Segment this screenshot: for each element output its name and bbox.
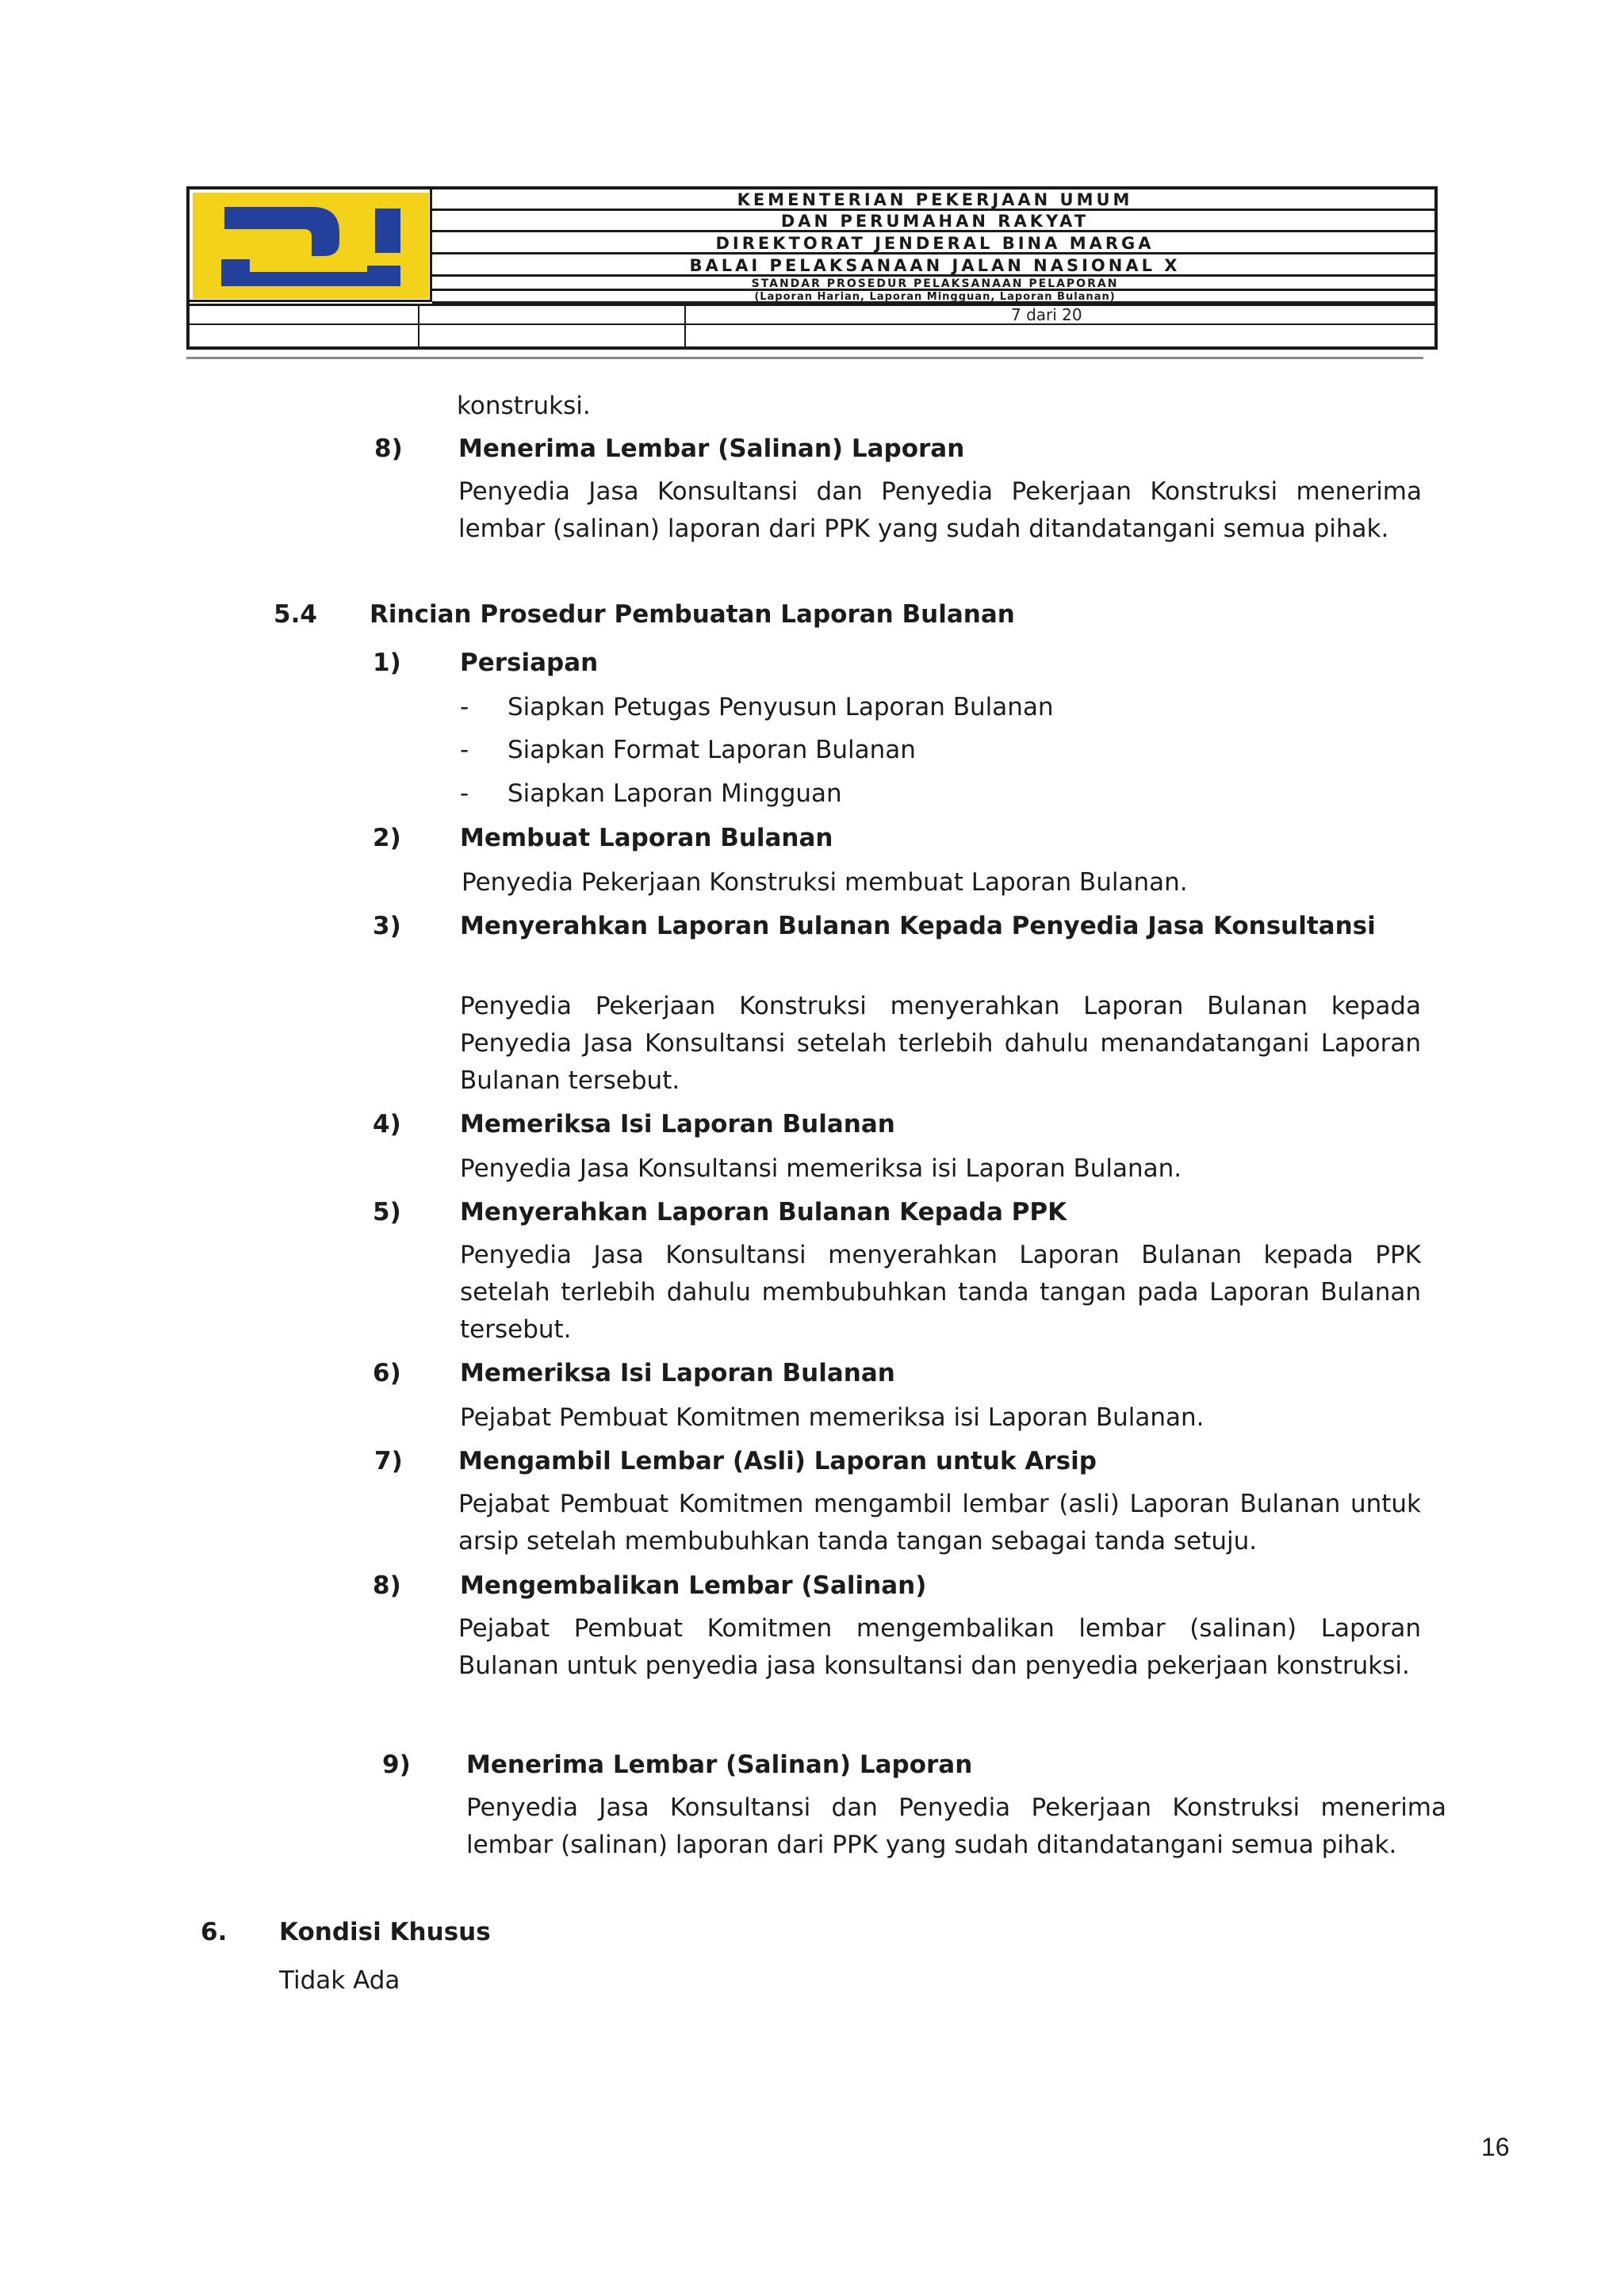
bullet-dash: - — [460, 779, 469, 808]
item-number: 2) — [373, 824, 401, 852]
meta-cell — [190, 306, 419, 323]
bullet-dash: - — [460, 693, 469, 721]
item-number: 9) — [382, 1751, 411, 1779]
section-title: Rincian Prosedur Pembuatan Laporan Bulanan — [370, 600, 1015, 629]
ministry-logo — [190, 189, 432, 302]
meta-cell — [686, 306, 1011, 323]
page-of-label: 7 dari 20 — [1011, 306, 1082, 323]
item-title: Menerima Lembar (Salinan) Laporan — [466, 1751, 973, 1779]
document-header — [186, 186, 1438, 350]
section-number: 6. — [201, 1918, 228, 1946]
list-item: Siapkan Format Laporan Bulanan — [508, 736, 916, 764]
page-number: 16 — [1481, 2133, 1510, 2161]
header-line-ministry: KEMENTERIAN PEKERJAAN UMUM — [432, 189, 1438, 211]
header-line-sop-title: STANDAR PROSEDUR PELAKSANAAN PELAPORAN — [432, 277, 1438, 291]
item-title: Menyerahkan Laporan Bulanan Kepada PPK — [460, 1198, 1067, 1226]
meta-cell — [190, 325, 419, 346]
list-item: Siapkan Petugas Penyusun Laporan Bulanan — [508, 693, 1054, 721]
header-meta-row-1 — [190, 304, 1434, 325]
item-body: Penyedia Jasa Konsultansi dan Penyedia Pekerjaan Konstruksi menerima lembar (salinan) laporan dari PPK yang sudah ditandatangani semua pihak. — [466, 1793, 1446, 1859]
header-line-ministry-2: DAN PERUMAHAN RAKYAT — [432, 211, 1438, 232]
item-body: Penyedia Pekerjaan Konstruksi menyerahkan Laporan Bulanan kepada Penyedia Jasa Konsultansi setelah terlebih dahulu menandatangani Laporan Bulanan tersebut. — [460, 992, 1421, 1095]
item-title: Memeriksa Isi Laporan Bulanan — [460, 1110, 895, 1138]
header-line-sop-subtitle: (Laporan Harian, Laporan Mingguan, Laporan Bulanan) — [432, 291, 1438, 304]
item-title: Menyerahkan Laporan Bulanan Kepada Penyedia Jasa Konsultansi — [460, 912, 1376, 940]
continued-text: konstruksi. — [457, 392, 591, 420]
item-number: 8) — [374, 434, 403, 463]
header-divider — [186, 357, 1423, 359]
item-body: Penyedia Pekerjaan Konstruksi membuat Laporan Bulanan. — [462, 868, 1188, 897]
section-number: 5.4 — [274, 600, 317, 629]
section-body: Tidak Ada — [279, 1966, 400, 1995]
item-body: Pejabat Pembuat Komitmen mengembalikan lembar (salinan) Laporan Bulanan untuk penyedia jasa konsultansi dan penyedia pekerjaan konstruksi. — [458, 1614, 1421, 1680]
item-number: 5) — [373, 1198, 401, 1226]
meta-cell — [686, 325, 1011, 346]
item-title: Persiapan — [460, 649, 599, 677]
bullet-dash: - — [460, 736, 469, 764]
item-number: 3) — [373, 912, 401, 940]
item-number: 8) — [373, 1571, 401, 1600]
meta-cell — [419, 325, 686, 346]
header-line-directorate: DIREKTORAT JENDERAL BINA MARGA — [432, 232, 1438, 254]
item-body: Pejabat Pembuat Komitmen mengambil lembar (asli) Laporan Bulanan untuk arsip setelah membubuhkan tanda tangan sebagai tanda setuju. — [458, 1490, 1421, 1556]
list-item: Siapkan Laporan Mingguan — [508, 779, 842, 808]
item-title: Mengembalikan Lembar (Salinan) — [460, 1571, 927, 1600]
item-title: Memeriksa Isi Laporan Bulanan — [460, 1359, 895, 1387]
header-meta-row-2 — [190, 325, 1434, 346]
item-number: 4) — [373, 1110, 401, 1138]
header-line-office: BALAI PELAKSANAAN JALAN NASIONAL X — [432, 254, 1438, 277]
pu-logo-icon — [193, 193, 429, 299]
item-number: 6) — [373, 1359, 401, 1387]
item-body: Penyedia Jasa Konsultansi memeriksa isi Laporan Bulanan. — [460, 1154, 1182, 1183]
meta-cell — [419, 306, 686, 323]
item-title: Mengambil Lembar (Asli) Laporan untuk Arsip — [458, 1447, 1097, 1475]
item-body: Penyedia Jasa Konsultansi dan Penyedia Pekerjaan Konstruksi menerima lembar (salinan) laporan dari PPK yang sudah ditandatangani semua pihak. — [458, 477, 1422, 543]
item-number: 1) — [373, 649, 401, 677]
section-title: Kondisi Khusus — [279, 1918, 491, 1946]
item-number: 7) — [374, 1447, 403, 1475]
item-body: Pejabat Pembuat Komitmen memeriksa isi Laporan Bulanan. — [460, 1403, 1205, 1432]
item-body: Penyedia Jasa Konsultansi menyerahkan Laporan Bulanan kepada PPK setelah terlebih dahulu membubuhkan tanda tangan pada Laporan Bulanan tersebut. — [460, 1241, 1421, 1344]
item-title: Membuat Laporan Bulanan — [460, 824, 833, 852]
item-title: Menerima Lembar (Salinan) Laporan — [458, 434, 965, 463]
